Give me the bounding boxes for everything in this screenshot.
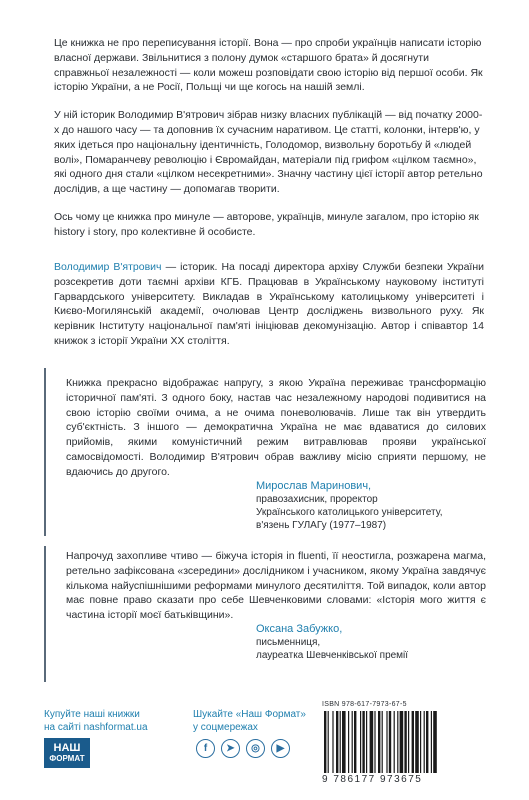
barcode-bar — [374, 711, 375, 773]
barcode-bar — [397, 711, 398, 773]
barcode-bar — [366, 711, 367, 773]
barcode-bar — [433, 711, 437, 773]
barcode-bar — [382, 711, 383, 773]
telegram-icon[interactable]: ➤ — [221, 739, 240, 758]
barcode-bar — [342, 711, 346, 773]
barcode-bar — [360, 711, 361, 773]
logo-line-2: ФОРМАТ — [49, 754, 85, 763]
social-icons — [196, 739, 290, 758]
barcode-bar — [400, 711, 404, 773]
quote-1-role-line-3: в'язень ГУЛАГу (1977–1987) — [256, 519, 387, 531]
barcode-bar — [408, 711, 409, 773]
barcode-bar — [431, 711, 432, 773]
quote-2-text: Напрочуд захопливе чтиво — біжуча історія in fluenti, її неостигла, розжарена магма, ретельно зафіксована «зсередини» дослідником і учасником, якому Україна завдячує кількома найуспішнішими реформами минулого десятиліття. Той випадок, коли автор має повне право сказати про себе Шевченковими словами: «Історія мого життя є частина історії моєї батьківщини». — [66, 550, 486, 622]
barcode-bar — [352, 711, 353, 773]
quote-1-signature — [256, 480, 486, 532]
buy-line-1: Купуйте наші книжки — [44, 709, 140, 720]
barcode-bar — [415, 711, 419, 773]
barcode-bar — [370, 711, 374, 773]
intro-paragraph-2: У ній історик Володимир В'ятрович зібрав низку власних публікацій — від початку 2000-х до нашого часу — та доповнив їх сучасним наративом. Це статті, колонки, інтерв'ю, у яких ідеться про національну ідентичність, Голодомор, визвольну боротьбу й «людей волі», Помаранчеву революцію і Євромайдан, матеріали під грифом «цілком таємно», які одного дня стали «цілком несекретними». Значну частину цієї історії автор ретельно дослідив, а ще частину — допомагав творити. — [54, 109, 483, 196]
barcode-bar — [362, 711, 364, 773]
quote-1-text: Книжка прекрасно відображає напругу, з якою Україна переживає трансформацію історичної пам'яті. З одного боку, настав час незалежному народові подивитися на свою історію своїми очима, а не очима поневолювачів. Лише так він утвердить суб'єктність. З іншого — демократична Україна не має вдаватися до силових прийомів, якими комуністичний режим витравлював прояви української самосвідомості. Володимир В'ятрович обрав важливу місію сприяти першому, не вдаючись до другого. — [66, 377, 486, 478]
buy-info — [44, 708, 148, 734]
barcode-bar — [354, 711, 356, 773]
barcode-bar — [336, 711, 338, 773]
quote-2-author: Оксана Забужко, — [256, 622, 343, 635]
barcode-bar — [424, 711, 425, 773]
barcode-bar — [332, 711, 333, 773]
logo-line-1: НАШ — [53, 742, 81, 754]
author-name: Володимир В'ятрович — [54, 261, 162, 273]
review-quote-1 — [44, 368, 486, 536]
social-line-2: у соцмережах — [193, 722, 258, 733]
quote-2-role-line-1: письменниця, — [256, 636, 321, 648]
barcode-bar — [412, 711, 414, 773]
author-bio-text: — історик. На посаді директора архіву Служби безпеки України розсекретив доти таємні архіви КГБ. Працював в Українському науковому інституті Гарвардського університету. Викладав в Українському католицькому університеті і Києво-Могилянській академії, очолював Центр досліджень визвольного руху. Як керівник Інституту національної пам'яті ініціював декомунізацію. Автор і співавтор 14 книжок з історії України ХХ століття. — [54, 261, 484, 347]
intro-paragraph-3: Ось чому це книжка про минуле — авторове, українців, минуле загалом, про історію як history і story, про колективне й особисте. — [54, 210, 479, 238]
quote-2-role-line-2: лауреатка Шевченківської премії — [256, 649, 409, 661]
intro-paragraph-1: Це книжка не про переписування історії. Вона — про спроби українців написати історію власної держави. Звільнитися з полону думок «старшого брата» й досягнути справжньої незалежності — коли можеш розповідати свою історію від першої особи. Як історію України, а не Росії, Польщі чи ще когось на нашій землі. — [54, 37, 483, 94]
barcode — [322, 711, 482, 773]
barcode-bar — [378, 711, 380, 773]
youtube-icon[interactable]: ▶ — [271, 739, 290, 758]
buy-line-2: на сайті nashformat.ua — [44, 722, 148, 733]
barcode-bar — [324, 711, 326, 773]
author-bio — [54, 260, 484, 349]
barcode-bar — [328, 711, 329, 773]
barcode-bar — [426, 711, 428, 773]
intro-section — [54, 36, 484, 253]
social-line-1: Шукайте «Наш Формат» — [193, 709, 306, 720]
instagram-icon[interactable]: ◎ — [246, 739, 265, 758]
quote-2-signature — [256, 623, 486, 662]
barcode-bar — [348, 711, 349, 773]
barcode-bar — [394, 711, 395, 773]
barcode-bar — [420, 711, 421, 773]
publisher-logo — [44, 738, 90, 768]
barcode-block — [322, 700, 482, 785]
social-info — [193, 708, 306, 734]
isbn-text: ISBN 978-617-7973-67-5 — [322, 701, 407, 708]
barcode-bar — [389, 711, 391, 773]
quote-1-author: Мирослав Маринович, — [256, 479, 372, 492]
barcode-number: 9 786177 973675 — [322, 774, 423, 785]
barcode-bar — [386, 711, 387, 773]
facebook-icon[interactable]: f — [196, 739, 215, 758]
review-quote-2 — [44, 546, 486, 682]
quote-1-role-line-1: правозахисник, проректор — [256, 493, 378, 505]
barcode-bar — [340, 711, 341, 773]
barcode-bar — [404, 711, 406, 773]
quote-1-role-line-2: Українського католицького університету, — [256, 506, 443, 518]
